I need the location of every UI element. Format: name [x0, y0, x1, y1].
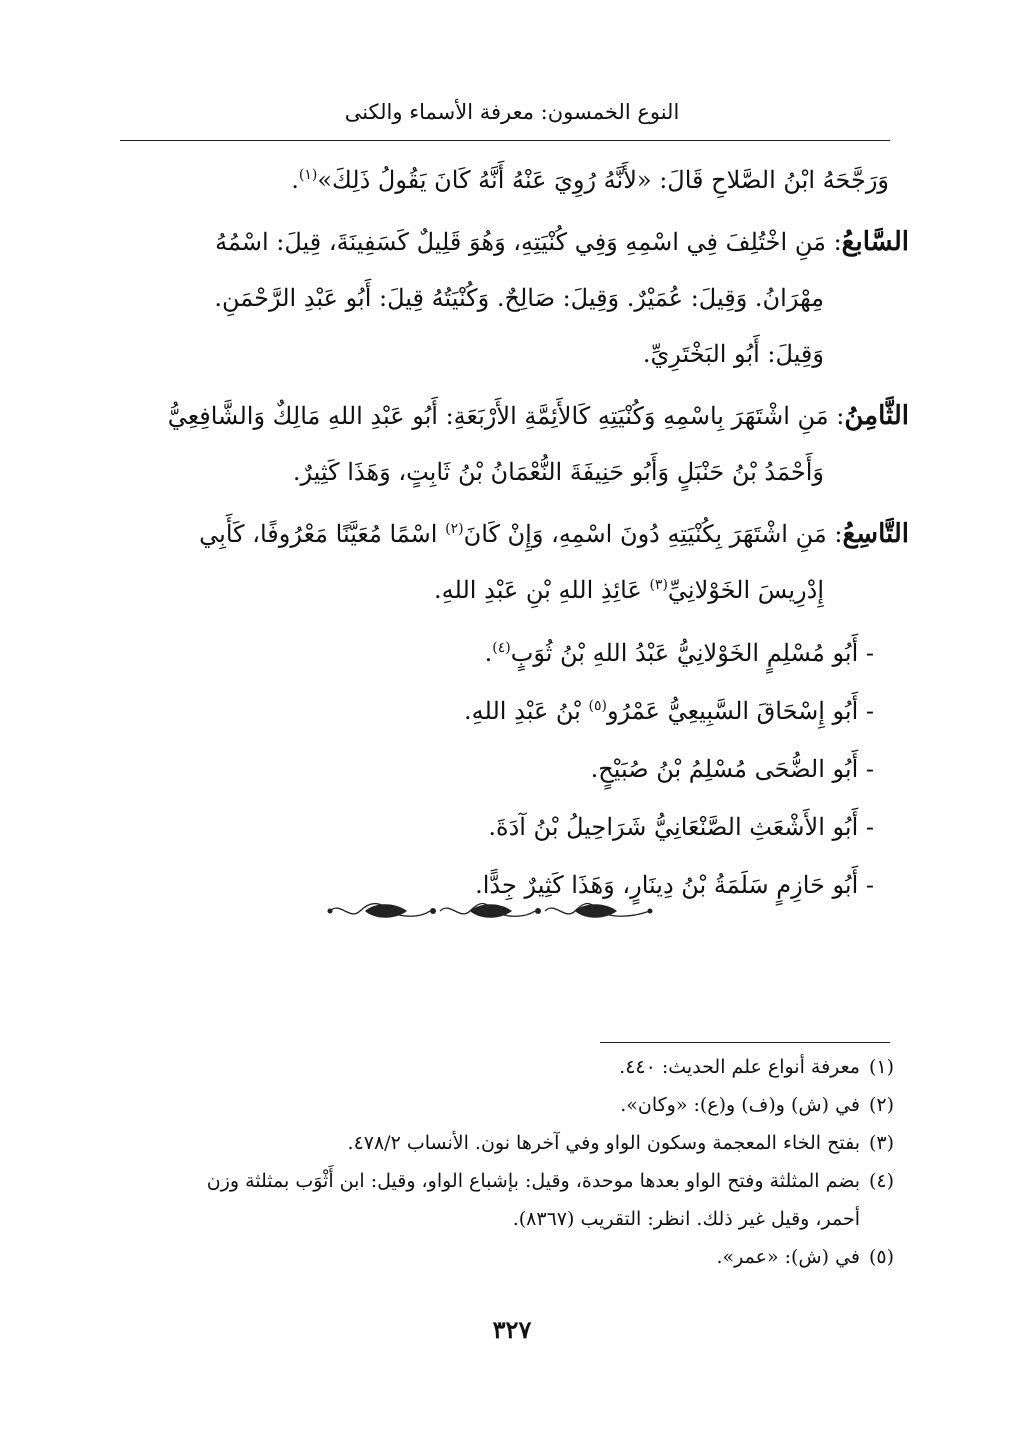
section-eighth-line-2: وَأَحْمَدُ بْنُ حَنْبَلٍ وَأَبُو حَنِيفَةَ النُّعْمَانُ بْنُ ثَابِتٍ، وَهَذَا كَثِيرٌ.: [292, 458, 824, 486]
header-rule: [120, 140, 890, 141]
section-text: : مَنِ اشْتَهَرَ بِكُنْيَتِهِ دُونَ اسْمِهِ، وَإِنْ كَانَ: [463, 520, 843, 548]
footnote-ref-3[interactable]: (٣): [649, 577, 668, 593]
footnote-rule: [600, 1042, 890, 1043]
list-item: - أَبُو حَازِمٍ سَلَمَةُ بْنُ دِينَارٍ، وَهَذَا كَثِيرٌ جِدًّا.: [475, 871, 874, 899]
footnote-number: (١): [868, 1056, 894, 1078]
paragraph-text: وَرَجَّحَهُ ابْنُ الصَّلاحِ قَالَ: «لأَنَّهُ رُوِيَ عَنْهُ أَنَّهُ كَانَ يَقُولُ ذَلِكَ»: [317, 166, 889, 194]
footnote-item: [94, 1124, 894, 1162]
section-ninth: [119, 506, 909, 618]
section-text: إِدْرِيسَ الخَوْلانِيِّ: [667, 576, 824, 604]
section-eighth: [119, 388, 909, 500]
footnote-continuation: أحمر، وقيل غير ذلك. انظر: التقريب (٨٣٦٧).: [512, 1208, 860, 1230]
section-label: التَّاسِعُ: [842, 519, 909, 549]
section-seventh: [119, 214, 909, 382]
paragraph-end: .: [291, 166, 299, 194]
footnote-number: (٥): [868, 1246, 894, 1268]
footnote-number: (٢): [868, 1094, 894, 1116]
footnote-item: [94, 1048, 894, 1086]
footnote-item: [94, 1238, 894, 1276]
footnote-ref-4[interactable]: (٤): [492, 640, 511, 656]
section-seventh-line-3: وَقِيلَ: أَبُو البَخْتَرِيِّ.: [642, 340, 824, 368]
footnote-text: في (ش) و(ف) و(ع): «وكان».: [620, 1094, 860, 1116]
footnote-item: [94, 1162, 894, 1200]
footnote-text: بفتح الخاء المعجمة وسكون الواو وفي آخرها نون. الأنساب ٤٧٨/٢.: [347, 1132, 860, 1154]
section-text: : مَنِ اشْتَهَرَ بِاسْمِهِ وَكُنْيَتِهِ كَالأَئِمَّةِ الأَرْبَعَةِ: أَبُو عَبْدِ اللهِ مَالِكٌ وَالشَّافِعِيُّ: [167, 402, 845, 430]
section-text: : مَنِ اخْتُلِفَ فِي اسْمِهِ وَفِي كُنْيَتِهِ، وَهُوَ قَلِيلٌ كَسَفِينَةَ، قِيلَ: اسْمُهُ: [215, 228, 842, 256]
list-item: - أَبُو الأَشْعَثِ الصَّنْعَانِيُّ شَرَاحِيلُ بْنُ آدَةَ.: [488, 813, 874, 841]
paragraph-ibn-salah: [119, 152, 909, 208]
running-title: النوع الخمسون: معرفة الأسماء والكنى: [344, 100, 680, 124]
list-item-end: بْنُ عَبْدِ اللهِ.: [464, 697, 589, 725]
footnote-ref-1[interactable]: (١): [298, 167, 318, 183]
footnote-item: [94, 1086, 894, 1124]
list-item: [119, 682, 909, 740]
footnote-ref-5[interactable]: (٥): [588, 698, 607, 714]
main-text: [119, 152, 909, 914]
list-item-text: - أَبُو مُسْلِمٍ الخَوْلانِيُّ عَبْدُ اللهِ بْنُ ثُوَبٍ: [510, 639, 874, 667]
footnote-text: في (ش): «عمر».: [716, 1246, 860, 1268]
footnotes: [94, 1048, 894, 1276]
footnote-ref-2[interactable]: (٢): [445, 521, 464, 537]
section-seventh-line-2: مِهْرَانُ. وَقِيلَ: عُمَيْرٌ. وَقِيلَ: صَالِحٌ. وَكُنْيَتُهُ قِيلَ: أَبُو عَبْدِ الرَّحْمَنِ.: [214, 284, 824, 312]
footnote-number: (٣): [868, 1132, 894, 1154]
section-ninth-line-1: [119, 506, 909, 562]
examples-list: [119, 624, 909, 914]
section-ninth-line-2: [119, 562, 909, 618]
list-item: - أَبُو الضُّحَى مُسْلِمُ بْنُ صُبَيْحٍ.: [590, 755, 874, 783]
list-item-text: - أَبُو إِسْحَاقَ السَّبِيعِيُّ عَمْرُو: [606, 697, 874, 725]
footnote-text: معرفة أنواع علم الحديث: ٤٤٠.: [619, 1056, 860, 1078]
section-eighth-line-1: [119, 388, 909, 444]
page-number: ٣٢٧: [492, 1315, 532, 1344]
section-text: اسْمًا مُعَيَّنًا مَعْرُوفًا، كَأَبِي: [199, 520, 446, 548]
list-item: [119, 624, 909, 682]
floral-divider-icon: [325, 896, 655, 926]
list-item-end: .: [484, 639, 493, 667]
section-label: الثَّامِنُ: [844, 401, 909, 431]
footnote-number: (٤): [868, 1170, 894, 1192]
section-text: عَائِذِ اللهِ بْنِ عَبْدِ اللهِ.: [434, 576, 650, 604]
section-label: السَّابعُ: [841, 227, 909, 257]
section-seventh-line-1: [119, 214, 909, 270]
footnote-text: بضم المثلثة وفتح الواو بعدها موحدة، وقيل: بإشباع الواو، وقيل: ابن أَثْوَب بمثلثة وزن: [206, 1170, 860, 1192]
